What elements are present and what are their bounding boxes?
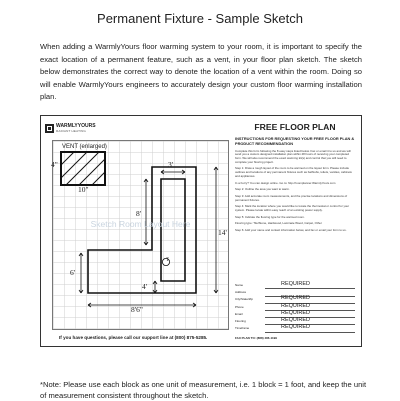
form-title: FREE FLOOR PLAN [254,122,336,132]
floor-plan-form [40,115,362,347]
field-value: REQUIRED [281,316,311,323]
field-label: Address [235,290,247,295]
sketch-grid[interactable] [52,140,229,330]
field-name[interactable] [235,282,355,289]
dim-middle: 4' [142,282,148,291]
field-label: City/State/Zip [235,297,254,302]
dim-lower-left-arrow [79,253,83,293]
measurement-note: *Note: Please use each block as one unit of measurement, i.e. 1 block = 1 foot, and keep the unit of measurement consistent throughout the sketch. [40,380,367,400]
dim-right: 14' [218,228,227,237]
field-label: Flooring [235,318,246,323]
room-sketch [53,141,230,331]
thermostat-label: T [166,258,170,263]
field-value: REQUIRED [281,281,311,287]
field-value: REQUIRED [281,324,311,331]
dim-top: 3' [168,160,174,169]
instructions-intro: Complete this form following the 8 easy steps listed below. Fax or email it to us and we will send you a custom designed installation plan within 48 hours of receiving your completed form. We will also recommend the exact warming kit(s) and control that you will need to complete your flooring project. [235,148,351,164]
fax-number: FAX PLAN TO: (888) 486-1199 [235,336,277,340]
vent-hatching [61,152,105,185]
field-timeframe[interactable] [235,325,355,332]
step-2: Step 2: Outline the area you want to warm. [235,187,290,192]
field-label: Name [235,283,244,287]
step-3: Step 3: Add accurate room measurements, and the precise locations and dimensions of permanent fixtures. [235,193,347,202]
dim-upper-left: 8' [136,209,142,218]
step-6: Step 6: Add your name and contact information below, and fax or email your form to us. [235,228,347,233]
field-value: REQUIRED [281,309,311,316]
dim-middle-arrow [153,281,157,293]
dim-top-arrow [161,170,185,174]
logo-text: WARMLYYOURS [56,122,96,129]
dim-bottom: 8'6" [131,305,143,314]
field-label: Email [235,311,243,316]
sketch-watermark: Sketch Room Layout Here [90,219,191,229]
vent-label: VENT (enlarged) [62,144,107,150]
contact-fields [235,282,355,332]
dim-lower-left: 6' [70,268,76,277]
dim-vent-height: 4" [51,160,58,169]
step-4: Step 4: Mark the location where you would like to locate the thermostat or control for your system. Please locate within easy reach of an existing power supply. [235,204,350,213]
step-1: Step 1: Draw a rough layout of the room to be warmed on the layout form. Please include outlines and locations of any permanent fixtures such as bathtubs, toilets, vanities, cabinets and appliances. [235,166,352,178]
intro-paragraph: When adding a WarmlyYours floor warming system to your room, it is important to specify the exact location of a permanent feature, such as a vent, in your floor plan sketch. The sketch below demonstrates the correct way to denote the location of a vent within the room. Doing so will enable WarmlyYours engineers to accurately design your custom floor warming installation plan. [40,42,362,102]
page-title: Permanent Fixture - Sample Sketch [97,11,303,26]
instructions-panel [235,122,355,236]
warmlyyours-logo [45,123,96,133]
logo-icon [45,124,54,133]
dim-upper-left-arrow [144,179,148,245]
instructions-heading: INSTRUCTIONS FOR REQUESTING YOUR FREE FLOOR PLAN & PRODUCT RECOMMENDATION [235,136,355,146]
field-label: Timeframe [235,326,250,331]
field-label: Phone [235,304,244,309]
dim-vent-width: 10" [78,185,89,194]
field-value: REQUIRED [281,295,311,302]
field-value: REQUIRED [281,302,311,309]
logo-subtext: RADIANT HEATING [56,128,87,133]
support-line: If you have questions, please call our support line at (800) 875-5285. [59,335,208,340]
online-design-note[interactable]: In a hurry? You can design online. Go to: http://roomplanner.WarmlyYours.com [235,180,336,185]
step-5: Step 5: Indicate the flooring type for the warmed room. [235,214,305,219]
flooring-type-options[interactable]: Flooring type: Tile/Stone, Hardwood, Laminate Wood, Carpet, Other [235,221,322,226]
